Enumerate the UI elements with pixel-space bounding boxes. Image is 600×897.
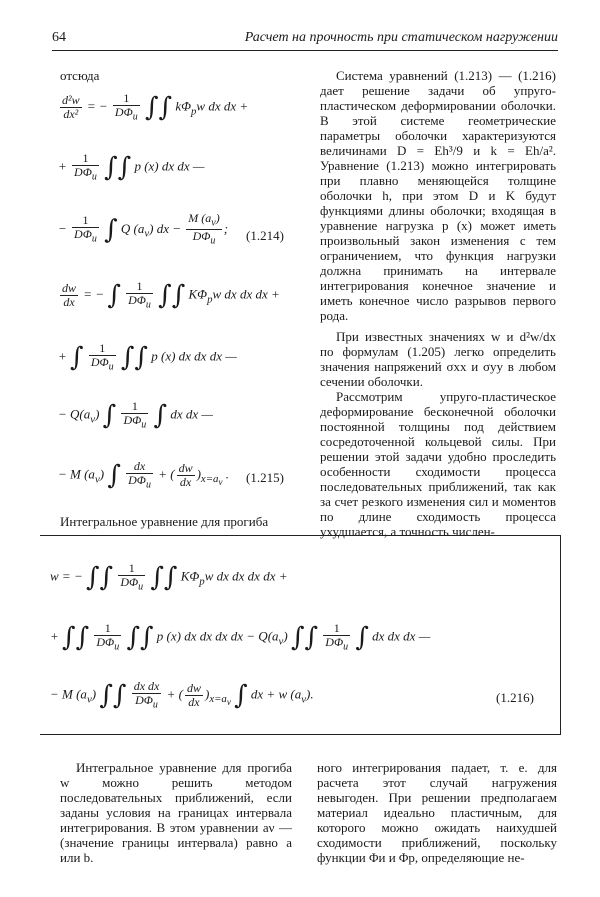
equation-number-1215: (1.215): [246, 470, 284, 485]
equation-number-1216: (1.216): [496, 690, 534, 705]
formula-dw: $\frac{dw}{dx}$ = − ∫ $\frac{1}{D\Phi_и}$ ∫∫ $K\Phi_pw$ dx dx dx +: [62, 279, 280, 311]
caption-text: Интегральное уравнение для прогиба: [60, 514, 269, 529]
left-column-bottom: [60, 760, 292, 865]
formula-dw-cont1: + ∫ $\frac{1}{D\Phi_и}$ ∫∫ p (x) dx dx dx —: [58, 341, 237, 373]
formula-w-cont1: + ∫∫ $\frac{1}{D\Phi_и}$ ∫∫ p (x) dx dx dx dx − $Q(a_\nu)$ ∫∫ $\frac{1}{D\Phi_и}$ ∫ dx dx dx —: [50, 621, 431, 653]
right-column-top: [320, 68, 556, 539]
paragraph-numerical: ного интегрирования падает, т. е. для расчета этот случай нагружения невыгоден. При решении предполагаем материал идеально пластичным, для которого можно ожидать наихудшей сходимости приближений, поскольку функции Φи и Φp, определяющие не-: [317, 760, 557, 865]
formula-dw-cont3: − M $(a_\nu)$ ∫ $\frac{dx}{D\Phi_и}$ + ( $\frac{dw}{dx}$ )$_{x=a_\nu}$ .: [58, 459, 229, 491]
formula-dw-cont2: − $Q(a_\nu)$ ∫ $\frac{1}{D\Phi_и}$ ∫ dx dx —: [58, 399, 213, 431]
left-caption: [60, 514, 300, 529]
formula-w-cont2: − M $(a_\nu)$ ∫∫ $\frac{\text{dx dx}}{D\Phi_и}$ + ( $\frac{dw}{dx}$ )$_{x=a_\nu}$ ∫ dx + w $(a_\nu)$.: [50, 679, 314, 711]
page-number: 64: [52, 30, 66, 45]
intro-text: отсюда: [60, 68, 100, 83]
formula-d2w: $\frac{\text{d²w}}{\text{dx²}}$ = − $\frac{1}{D\Phi_и}$ ∫∫ $k\Phi_pw$ dx dx +: [62, 91, 249, 123]
paragraph-system: Система уравнений (1.213) — (1.216) дает решение задачи об упруго-пластическом деформировании оболочки. В этой системе геометрические параметры оболочки характеризуются величинами D = Eh³/9 и k = Eh/a². Уравнение (1.213) можно интегрировать при плавно меняющейся толщине оболочки h, при этом D и K будут функциями длины оболочки; входящая в уравнение нагрузка p (x) может иметь произвольный закон изменения с тем ограничением, что функция нагрузки должна принимать на интервале интегрирования конечное значение и иметь конечное число разрывов первого рода.: [320, 68, 556, 323]
left-column-top: [60, 68, 290, 83]
formula-d2w-cont2: − $\frac{1}{D\Phi_и}$ ∫ Q $(a_\nu)$ dx − $\frac{M (a_\nu)}{D\Phi_и}$ ;: [58, 211, 229, 247]
paragraph-integral: Интегральное уравнение для прогиба w можно решить методом последовательных приближений, если заданы условия на границах интервала интегрирования. В этом уравнении aν — (значение границы интервала) равно a или b.: [60, 760, 292, 865]
paragraph-consider: Рассмотрим упруго-пластическое деформирование бесконечной оболочки постоянной толщины под действием сосредоточенной кольцевой силы. При решении этой задачи удобно проследить особенности сходимости процесса последовательных приближений, так как за счет резкого изменения сил и моментов по длине сходимость процесса ухудшается, а точность числен-: [320, 389, 556, 539]
formula-d2w-cont1: + $\frac{1}{D\Phi_и}$ ∫∫ p (x) dx dx —: [58, 151, 205, 183]
right-column-bottom: [317, 760, 557, 865]
formula-w: w = − ∫∫ $\frac{1}{D\Phi_и}$ ∫∫ $K\Phi_pw$ dx dx dx dx +: [50, 561, 288, 593]
equation-number-1214: (1.214): [246, 228, 284, 243]
page-header: [52, 28, 558, 51]
running-title: Расчет на прочность при статическом нагружении: [244, 30, 558, 45]
paragraph-stresses: При известных значениях w и d²w/dx по формулам (1.205) легко определить значения напряжений σxx и σyy в любом сечении оболочки.: [320, 329, 556, 389]
